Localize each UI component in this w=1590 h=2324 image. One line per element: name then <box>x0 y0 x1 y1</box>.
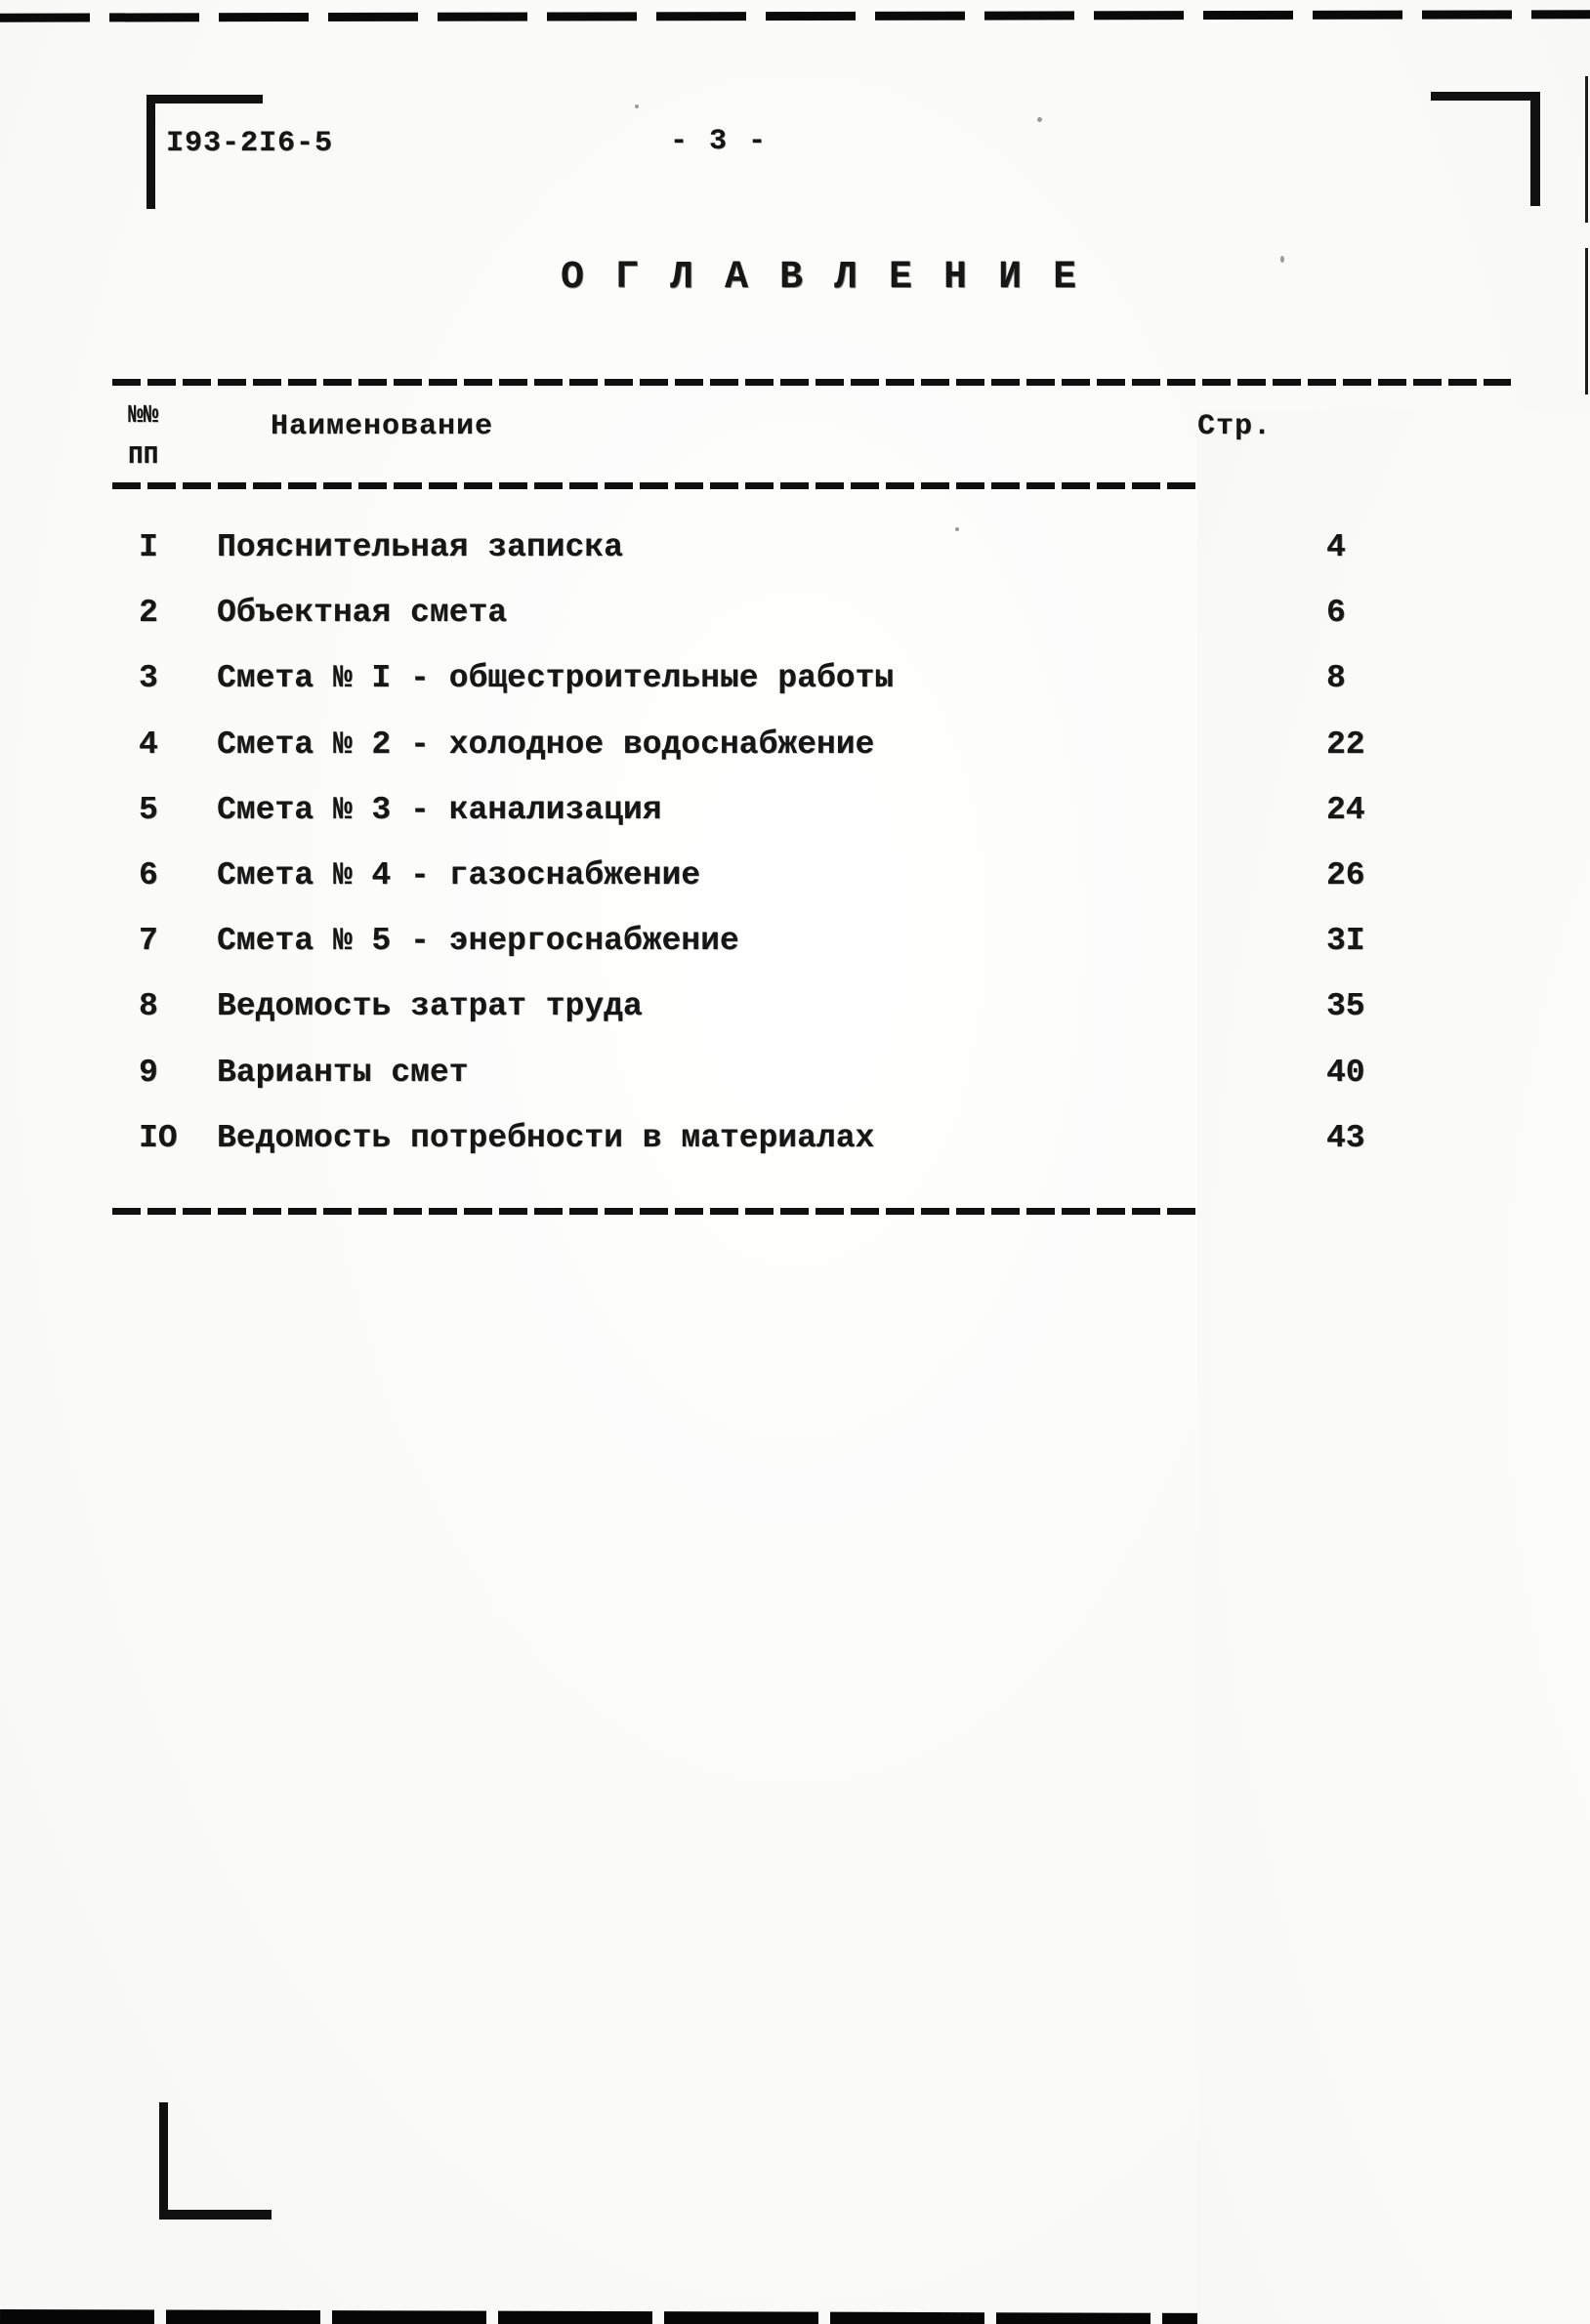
toc-row <box>0 988 1590 1031</box>
column-header-number-line2: ПП <box>128 441 159 471</box>
crop-mark-bottom-left <box>159 2102 272 2220</box>
row-title: Смета № I - общестроительные работы <box>217 660 895 696</box>
page-number: - 3 - <box>670 125 769 158</box>
column-header-number <box>128 394 158 477</box>
row-page-number: 3I <box>1326 923 1365 959</box>
row-title: Варианты смет <box>217 1055 469 1091</box>
row-title: Смета № 4 - газоснабжение <box>217 857 701 893</box>
page-title: О Г Л А В Л Е Н И Е <box>561 256 1081 300</box>
row-number: 6 <box>139 857 158 893</box>
row-number: 8 <box>139 988 158 1024</box>
table-top-rule <box>112 379 1511 386</box>
row-page-number: 24 <box>1326 792 1365 828</box>
scan-speck <box>635 104 639 108</box>
scan-speck <box>1280 256 1284 263</box>
row-page-number: 4 <box>1326 529 1346 565</box>
row-page-number: 26 <box>1326 857 1365 893</box>
column-header-page: Стр. <box>1197 410 1590 2324</box>
toc-row <box>0 792 1590 835</box>
row-page-number: 22 <box>1326 726 1365 763</box>
scan-speck <box>1037 117 1042 122</box>
toc-row <box>0 726 1590 769</box>
toc-row <box>0 1120 1590 1163</box>
document-number: I93-2I6-5 <box>166 127 334 160</box>
row-title: Смета № 5 - энергоснабжение <box>217 923 739 959</box>
toc-row <box>0 529 1590 572</box>
row-page-number: 40 <box>1326 1055 1365 1091</box>
scan-top-edge-line <box>0 10 1590 21</box>
row-number: IO <box>139 1120 178 1156</box>
toc-row <box>0 857 1590 900</box>
column-header-number-line1: №№ <box>128 400 159 430</box>
row-number: 5 <box>139 792 158 828</box>
row-number: 2 <box>139 595 158 631</box>
row-page-number: 43 <box>1326 1120 1365 1156</box>
row-page-number: 8 <box>1326 660 1346 696</box>
row-page-number: 6 <box>1326 595 1346 631</box>
toc-row <box>0 660 1590 703</box>
row-title: Смета № 3 - канализация <box>217 792 662 828</box>
row-number: 4 <box>139 726 158 763</box>
column-header-name: Наименование <box>271 410 494 443</box>
row-number: 3 <box>139 660 158 696</box>
row-title: Объектная смета <box>217 595 508 631</box>
row-number: I <box>139 529 158 565</box>
toc-row <box>0 1055 1590 1098</box>
toc-row <box>0 923 1590 966</box>
row-title: Ведомость потребности в материалах <box>217 1120 875 1156</box>
row-title: Пояснительная записка <box>217 529 623 565</box>
row-number: 9 <box>139 1055 158 1091</box>
row-page-number: 35 <box>1326 988 1365 1024</box>
toc-row <box>0 595 1590 638</box>
crop-mark-top-right <box>1431 92 1540 206</box>
row-number: 7 <box>139 923 158 959</box>
row-title: Смета № 2 - холодное водоснабжение <box>217 726 875 763</box>
row-title: Ведомость затрат труда <box>217 988 643 1024</box>
